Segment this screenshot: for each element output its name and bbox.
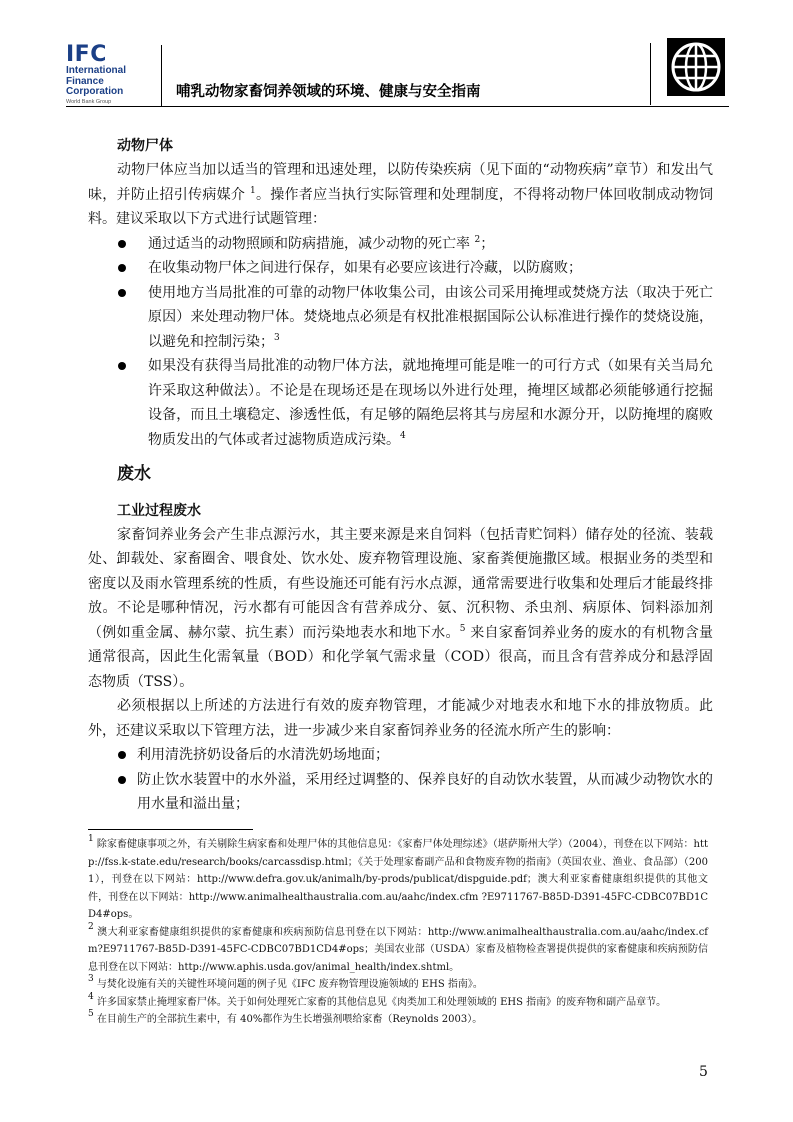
list-item-text: 利用清洗挤奶设备后的水清洗奶场地面； xyxy=(137,747,389,763)
list-item-text: 在收集动物尸体之间进行保存，如果有必要应该进行冷藏，以防腐败； xyxy=(148,260,582,276)
footnote-text: 许多国家禁止掩埋家畜尸体。关于如何处理死亡家畜的其他信息见《肉类加工和处理领域的 EHS 指南》的废弃物和副产品章节。 xyxy=(93,996,667,1008)
header-divider-left xyxy=(161,45,162,107)
footnote xyxy=(88,976,708,994)
page-number: 5 xyxy=(699,1064,708,1080)
list-item-text: 防止饮水装置中的水外溢，采用经过调整的、保养良好的自动饮水装置，从而减少动物饮水的用水量和溢出量； xyxy=(137,771,713,812)
ifc-logo-subtitle: World Bank Group xyxy=(66,99,112,105)
page-header xyxy=(0,0,793,125)
footnote xyxy=(88,836,708,924)
footnote-ref: 4 xyxy=(400,430,406,441)
wastewater-paragraph-1 xyxy=(88,523,713,695)
list-item-text: 使用地方当局批准的可靠的动物尸体收集公司，由该公司采用掩埋或焚烧方法（取决于死亡原因）来处理动物尸体。焚烧地点必须是有权批准根据国际公认标准进行操作的焚烧设施，以避免和控制污染； xyxy=(148,284,713,350)
footnote-number: 3 xyxy=(88,974,94,984)
footnote xyxy=(88,991,708,1012)
text-run: 。操作者应当执行实际管理和处理制度，不得将动物尸体回收制成动物饲料。建议采取以下方式进行试题管理： xyxy=(88,186,714,227)
bullet-icon xyxy=(118,240,126,248)
footnote-separator xyxy=(88,829,253,830)
subsection-heading-process-wastewater: 工业过程废水 xyxy=(117,502,201,519)
header-divider-right xyxy=(650,43,651,105)
list-item-text: 如果没有获得当局批准的动物尸体方法，就地掩埋可能是唯一的可行方式（如果有关当局允许采取这种做法）。不论是在现场还是在现场以外进行处理，掩埋区域都必须能够通行挖掘设备，而且土壤稳定、渗透性低，有足够的隔绝层将其与房屋和水源分开，以防掩埋的腐败物质发出的气体或者过滤物质造成污染。 xyxy=(148,358,713,448)
list-item xyxy=(88,281,713,355)
footnote-ref: 5 xyxy=(459,623,466,634)
document-title: 哺乳动物家畜饲养领域的环境、健康与安全指南 xyxy=(176,84,481,100)
header-rule xyxy=(66,106,729,107)
footnote-text: 在目前生产的全部抗生素中，有 40%都作为生长增强剂喂给家畜（Reynolds 2003）。 xyxy=(93,1014,483,1025)
page-body xyxy=(88,134,713,817)
ifc-logo-line: Corporation xyxy=(66,86,124,97)
footnote-ref: 3 xyxy=(274,332,280,343)
world-bank-globe-icon xyxy=(667,38,725,96)
section-heading-wastewater: 废水 xyxy=(117,464,151,484)
bullet-icon xyxy=(118,289,126,297)
wastewater-bullet-list xyxy=(88,743,713,817)
list-item xyxy=(88,354,713,452)
bullet-icon xyxy=(118,362,126,370)
footnote-ref: 1 xyxy=(249,185,256,196)
list-item xyxy=(88,768,713,817)
bullet-icon xyxy=(118,776,126,784)
bullet-icon xyxy=(118,264,126,272)
list-item-text: 通过适当的动物照顾和防病措施，减少动物的死亡率 xyxy=(148,235,475,252)
footnote-text: 澳大利亚家畜健康组织提供的家畜健康和疾病预防信息刊登在以下网站：http://www.animalhealthaustralia.com.au/aahc/index.cfm?E9711767-B85D-D391-45FC-CDBC07BD1CD4#ops；美国农业部（USDA）家畜及植物检查署提供提供的家畜健康和疾病预防信息刊登在以下网站：http://www.aphis.usda.gov/animal_health/index.shtml。 xyxy=(88,926,708,973)
list-item xyxy=(88,232,713,257)
footnote-number: 1 xyxy=(88,834,94,844)
text-run: 家畜饲养业务会产生非点源污水，其主要来源是来自饲料（包括青贮饲料）储存处的径流、装载处、卸载处、家畜圈舍、喂食处、饮水处、废弃物管理设施、家畜粪便施撒区域。根据业务的类型和密度以及雨水管理系统的性质，有些设施还可能有污水点源，通常需要进行收集和处理后才能最终排放。不论是哪种情况，污水都有可能因含有营养成分、氨、沉积物、杀虫剂、病原体、饲料添加剂（例如重金属、赫尔蒙、抗生素）而污染地表水和地下水。 xyxy=(88,526,713,641)
carcass-intro-paragraph xyxy=(88,158,713,232)
ifc-logo xyxy=(66,44,166,108)
footnote-text: 与焚化设施有关的关键性环境问题的例子见《IFC 废弃物管理设施领域的 EHS 指南》。 xyxy=(93,979,483,990)
ifc-logo-word: IFC xyxy=(66,42,107,67)
ifc-logo-line: International xyxy=(66,65,127,76)
list-item-text: ； xyxy=(480,235,495,252)
footnote-text: 除家畜健康事项之外，有关剔除生病家畜和处理尸体的其他信息见：《家畜尸体处理综述》（堪萨斯州大学）（2004），刊登在以下网站：http://fss.k-state.edu/research/books/carcassdisp.html；《关于处理家畜副产品和食物废弃物的指南》（英国农业、渔业、食品部）（2001），刊登在以下网站：http://www.defra.gov.uk/animalh/by-prods/publicat/dispguide.pdf；澳大利亚家畜健康组织提供的其他文件，刊登在以下网站：http://www.animalhealthaustralia.com.au/aahc/index.cfm ?E9711767-B85D-D391-45FC-CDBC07BD1CD4#ops。 xyxy=(88,839,708,920)
footnote xyxy=(88,921,708,977)
ifc-logo-line: Finance xyxy=(66,75,104,87)
footnote-ref: 2 xyxy=(474,234,481,245)
ifc-logo-lines xyxy=(66,66,126,98)
footnote-number: 2 xyxy=(88,921,94,932)
section-heading-carcass: 动物尸体 xyxy=(117,138,173,154)
footnotes xyxy=(88,836,708,1029)
footnote-number: 4 xyxy=(88,991,94,1002)
wastewater-paragraph-2: 必须根据以上所述的方法进行有效的废弃物管理，才能减少对地表水和地下水的排放物质。此外，还建议采取以下管理方法，进一步减少来自家畜饲养业务的径流水所产生的影响： xyxy=(88,698,713,739)
footnote xyxy=(88,1011,708,1029)
bullet-icon xyxy=(118,751,126,759)
footnote-number: 5 xyxy=(88,1009,94,1019)
carcass-bullet-list xyxy=(88,232,713,453)
text-run: 动物尸体应当加以适当的管理和迅速处理，以防传染疾病（见下面的“动物疾病”章节）和发出气味，并防止招引传病媒介 xyxy=(88,162,713,203)
text-run: 来自家畜饲养业务的废水的有机物含量通常很高，因此生化需氧量（BOD）和化学氧气需求量（COD）很高，而且含有营养成分和悬浮固态物质（TSS）。 xyxy=(88,624,713,690)
list-item xyxy=(88,743,713,768)
list-item xyxy=(88,256,713,281)
